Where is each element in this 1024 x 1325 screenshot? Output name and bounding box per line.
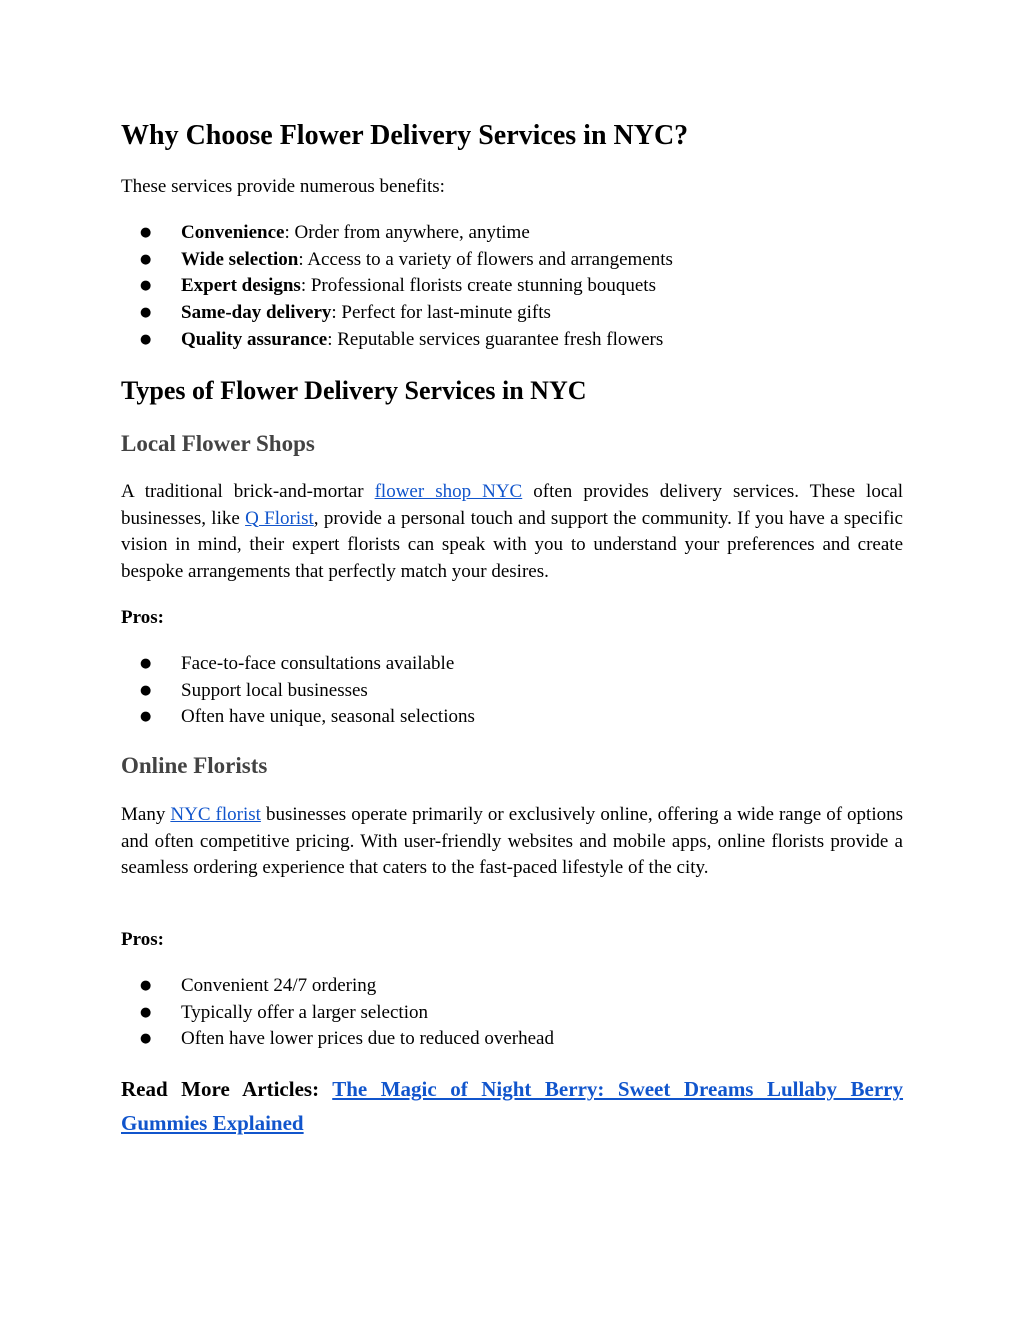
subheading-online-florists: Online Florists xyxy=(121,753,268,778)
pros-label-local: Pros: xyxy=(121,607,164,628)
list-item xyxy=(121,678,475,705)
bullet-icon: ● xyxy=(140,278,152,294)
bullet-icon: ● xyxy=(140,978,152,993)
benefit-term: Quality assurance xyxy=(181,328,328,350)
list-item xyxy=(121,327,673,354)
intro-text: These services provide numerous benefits: xyxy=(121,176,445,197)
benefit-term: Wide selection xyxy=(181,248,299,270)
paragraph-text: businesses operate primarily or exclusively online, offering a wide range of options and often competitive pricing. With user-friendly websites and mobile apps, online florists provide a seamless ordering experience that caters to the fast-paced lifestyle of the city. xyxy=(121,804,904,878)
pro-text: Often have lower prices due to reduced overhead xyxy=(181,1028,554,1050)
list-item xyxy=(121,1026,554,1053)
list-item xyxy=(121,973,554,1000)
bullet-icon: ● xyxy=(140,682,152,698)
bullet-icon: ● xyxy=(140,709,152,725)
benefit-desc: : Professional florists create stunning bouquets xyxy=(300,275,656,297)
local-pros-list xyxy=(121,651,475,731)
benefit-term: Same-day delivery xyxy=(181,302,332,324)
read-more-label: Read More Articles: xyxy=(121,1077,333,1101)
bullet-icon: ● xyxy=(140,656,152,671)
pro-text: Face-to-face consultations available xyxy=(181,653,455,674)
paragraph-text: , provide a personal touch and support the community. If you have a specific vision in mind, their expert florists can speak with you to understand your preferences and create bespoke arrangements that perfectly match your desires. xyxy=(121,507,903,582)
pro-text: Support local businesses xyxy=(181,679,368,701)
pro-text: Typically offer a larger selection xyxy=(181,1001,428,1023)
nyc-florist-link[interactable]: NYC florist xyxy=(170,804,261,825)
paragraph-text: Many xyxy=(121,804,171,825)
list-item xyxy=(121,651,475,678)
bullet-icon: ● xyxy=(140,331,152,347)
list-item xyxy=(121,1000,554,1027)
read-more-articles xyxy=(121,1072,903,1140)
benefit-desc: : Perfect for last-minute gifts xyxy=(331,302,551,324)
bullet-icon: ● xyxy=(140,225,152,240)
section-title-types: Types of Flower Delivery Services in NYC xyxy=(121,376,587,405)
benefits-list xyxy=(121,220,673,354)
flower-shop-nyc-link[interactable]: flower shop NYC xyxy=(374,481,523,502)
list-item xyxy=(121,300,673,327)
list-item xyxy=(121,247,673,274)
pros-label-online: Pros: xyxy=(121,929,164,950)
bullet-icon: ● xyxy=(140,1004,152,1020)
local-shops-paragraph xyxy=(121,479,903,585)
list-item xyxy=(121,273,673,300)
benefit-desc: : Access to a variety of flowers and arrangements xyxy=(298,248,673,270)
list-item xyxy=(121,704,475,731)
benefit-term: Convenience xyxy=(181,222,285,243)
online-florists-paragraph xyxy=(121,802,903,882)
list-item xyxy=(121,220,673,247)
section-title-why-choose: Why Choose Flower Delivery Services in NYC? xyxy=(121,120,689,151)
subheading-local-flower-shops: Local Flower Shops xyxy=(121,431,315,456)
read-more-article-link[interactable]: The Magic of Night Berry: Sweet Dreams Lullaby Berry Gummies Explained xyxy=(121,1077,904,1135)
pro-text: Convenient 24/7 ordering xyxy=(181,975,377,996)
benefit-desc: : Order from anywhere, anytime xyxy=(284,222,530,243)
bullet-icon: ● xyxy=(140,1031,152,1047)
bullet-icon: ● xyxy=(140,251,152,267)
paragraph-text: often provides delivery services. These local businesses, like xyxy=(121,481,903,529)
online-pros-list xyxy=(121,973,554,1053)
q-florist-link[interactable]: Q Florist xyxy=(245,507,314,529)
paragraph-text: A traditional brick-and-mortar xyxy=(121,481,375,502)
pro-text: Often have unique, seasonal selections xyxy=(181,706,475,728)
bullet-icon: ● xyxy=(140,305,152,321)
benefit-desc: : Reputable services guarantee fresh flowers xyxy=(327,328,664,350)
benefit-term: Expert designs xyxy=(181,275,301,297)
